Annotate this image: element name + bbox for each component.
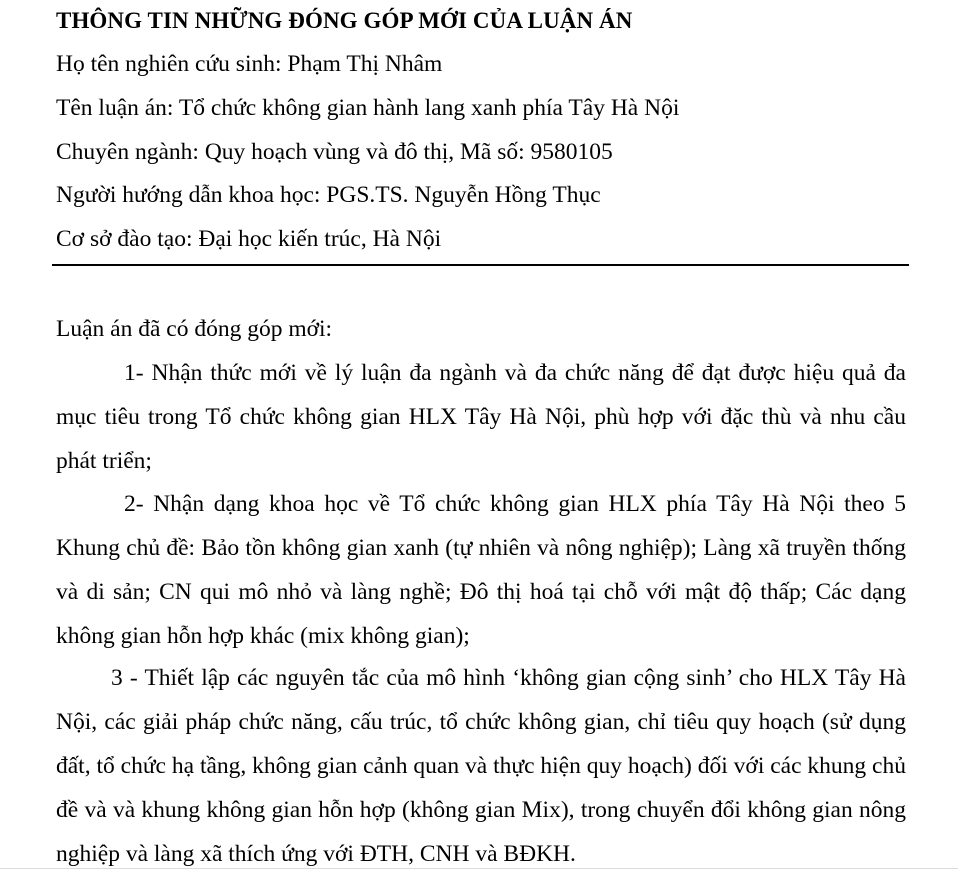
student-name-line: Họ tên nghiên cứu sinh: Phạm Thị Nhâm (56, 51, 443, 77)
contribution-1: 1- Nhận thức mới về lý luận đa ngành và đa chức năng để đạt được hiệu quả đa mục tiêu trong Tổ chức không gian HLX Tây Hà Nội, phù hợp với đặc thù và nhu cầu phát triển; (56, 360, 906, 474)
header-divider (52, 264, 909, 266)
contributions-intro: Luận án đã có đóng góp mới: (56, 316, 333, 342)
page-bottom-edge (0, 868, 958, 869)
major-line: Chuyên ngành: Quy hoạch vùng và đô thị, Mã số: 9580105 (56, 139, 613, 165)
supervisor-line: Người hướng dẫn khoa học: PGS.TS. Nguyễn Hồng Thục (56, 182, 601, 208)
contribution-3: 3 - Thiết lập các nguyên tắc của mô hình ‘không gian cộng sinh’ cho HLX Tây Hà Nội, các giải pháp chức năng, cấu trúc, tổ chức không gian, chỉ tiêu quy hoạch (sử dụng đất, tổ chức hạ tầng, không gian cảnh quan và thực hiện quy hoạch) đối với các khung chủ đề và và khung không gian hỗn hợp (không gian Mix), trong chuyển đổi không gian nông nghiệp và làng xã thích ứng với ĐTH, CNH và BĐKH. (56, 665, 906, 867)
contribution-2: 2- Nhận dạng khoa học về Tổ chức không gian HLX phía Tây Hà Nội theo 5 Khung chủ đề: Bảo tồn không gian xanh (tự nhiên và nông nghiệp); Làng xã truyền thống và di sản; CN qui mô nhỏ và làng nghề; Đô thị hoá tại chỗ với mật độ thấp; Các dạng không gian hỗn hợp khác (mix không gian); (56, 491, 906, 649)
institution-line: Cơ sở đào tạo: Đại học kiến trúc, Hà Nội (56, 226, 442, 252)
thesis-title-line: Tên luận án: Tổ chức không gian hành lang xanh phía Tây Hà Nội (56, 95, 680, 121)
document-title: THÔNG TIN NHỮNG ĐÓNG GÓP MỚI CỦA LUẬN ÁN (56, 8, 633, 33)
